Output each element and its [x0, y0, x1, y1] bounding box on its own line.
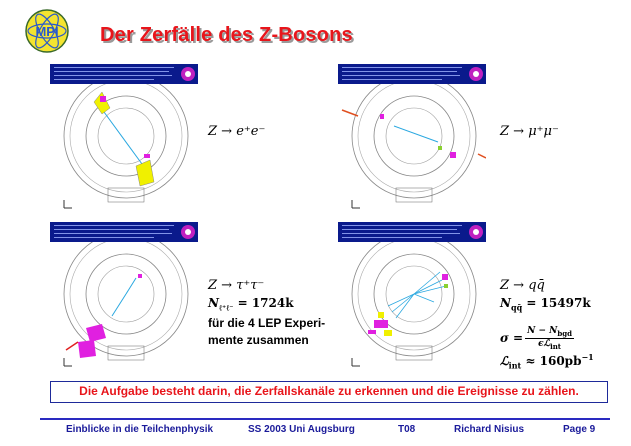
cross-section-formula: σ = $N - N_{bgd}$ ϵℒ$_{int}$ [500, 326, 573, 351]
footer-lecture: Einblicke in die Teilchenphysik [66, 424, 214, 435]
footer-semester: SS 2003 Uni Augsburg [248, 424, 355, 435]
event-display-mumu [338, 64, 486, 214]
footer-code: T08 [398, 424, 416, 435]
n-qq-line: $N_{qq̄} = 15497k$ [500, 296, 591, 313]
event-display-qq [338, 222, 486, 372]
event-header-bar [338, 64, 486, 84]
detector-view [50, 84, 198, 214]
event-header-bar [338, 222, 486, 242]
event-header-bar [50, 222, 198, 242]
footer-divider [40, 418, 610, 420]
mpi-logo [24, 8, 70, 54]
event-display-ee [50, 64, 198, 214]
n-leptons-line: $N_{\ell^+\ell^-} = 1724k$ [208, 296, 294, 313]
panel-label-tautau: Z → τ⁺τ⁻ [208, 278, 265, 293]
svg-text:MPI: MPI [35, 24, 59, 39]
task-statement: Die Aufgabe besteht darin, die Zerfallskanäle zu erkennen und die Ereignisse zu zählen. [50, 381, 608, 403]
event-display-tautau [50, 222, 198, 372]
opal-badge-icon [178, 64, 198, 84]
footer-author: Richard Nisius [454, 424, 525, 435]
lep-note-line1: für die 4 LEP Experi- [208, 316, 326, 330]
panel-label-mumu: Z → μ⁺μ⁻ [500, 124, 559, 139]
footer-page: Page 9 [563, 424, 596, 435]
slide-title: Der Zerfälle des Z-Bosons [100, 24, 353, 46]
event-header-bar [50, 64, 198, 84]
detector-view [338, 84, 486, 214]
luminosity-line: ℒ$_{int}$ ≈ $160pb^{-1}$ [500, 352, 594, 371]
detector-view [338, 242, 486, 372]
panel-label-qq: Z → qq̄ [500, 278, 545, 293]
panel-label-ee: Z → e⁺e⁻ [208, 124, 266, 139]
opal-badge-icon [466, 222, 486, 242]
opal-badge-icon [178, 222, 198, 242]
lep-note-line2: mente zusammen [208, 333, 309, 347]
opal-badge-icon [466, 64, 486, 84]
detector-view [50, 242, 198, 372]
